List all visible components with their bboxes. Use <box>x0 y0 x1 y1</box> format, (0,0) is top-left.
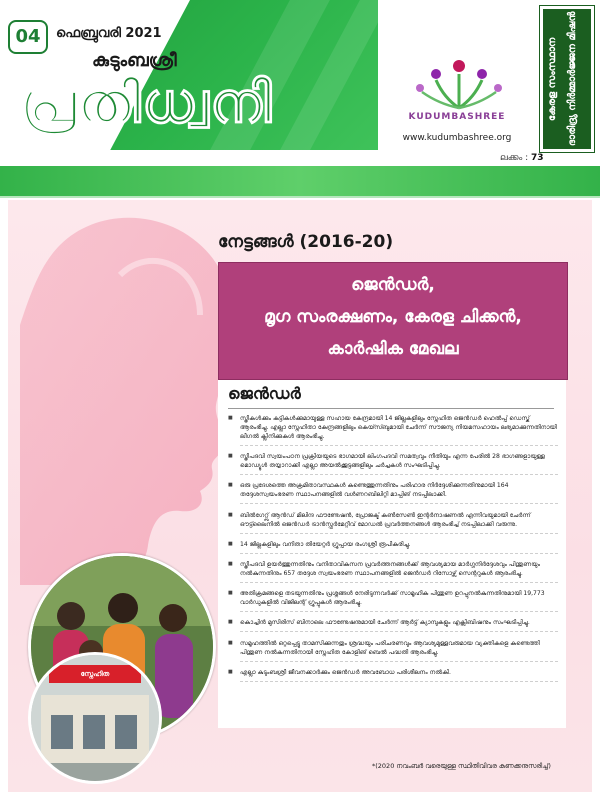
list-item: ■ സമൂഹത്തിൽ ഒറ്റപ്പെട്ടു താമസിക്കുന്നതും ശ്രദ്ധയും പരിചരണവും ആവശ്യമുള്ളവരുമായ വ്യക്തികളെ കണ്ടെത്തി പിന്തുണ നൽകുന്നതിനായി സ്നേഹിത കോളിങ് ബെൽ പദ്ധതി ആരംഭിച്ചു. <box>228 639 558 662</box>
title-line-3: കാർഷിക മേഖല <box>327 339 459 359</box>
list-item: ■ സ്ത്രീകൾക്കും കുട്ടികൾക്കുമായുള്ള സഹായ കേന്ദ്രമായി 14 ജില്ലകളിലും സ്നേഹിത ജെൻഡർ ഹെൽപ്പ് ഡെസ്ക് ആരംഭിച്ചു. എല്ലാ സ്നേഹിതാ കേന്ദ്രങ്ങളിലും കെയ്സ്ബുമായി ചേർന്ന് സൗജന്യ നിയമസഹായം ലഭ്യമാക്കുന്നതിനായി ലീഗൽ ക്ലിനിക്കുകൾ ആരംഭിച്ചു. <box>228 414 558 446</box>
title-line-1: ജെൻഡർ, <box>351 275 435 295</box>
snehitha-office-photo <box>28 652 162 784</box>
heading-rule <box>228 408 554 409</box>
list-item: ■ എല്ലാ കുടുംബശ്രീ ജീവനക്കാർക്കും ജെൻഡർ അവബോധ പരിശീലനം നൽകി. <box>228 668 558 682</box>
list-item: ■ സ്ത്രീപദവി ഉയർത്തുന്നതിനും വനിതാവികസന പ്രവർത്തനങ്ങൾക്ക് ആവശ്യമായ മാർഗ്ഗനിർദ്ദേശവും പിന്തുണയും നൽകുന്നതിനും 657 തദ്ദേശ സ്വയംഭരണ സ്ഥാപനങ്ങളിൽ ജെൻഡർ റിസോഴ്സ് സെന്ററുകൾ ആരംഭിച്ചു. <box>228 560 558 583</box>
title-line-2: മൃഗ സംരക്ഷണം, കേരള ചിക്കൻ, <box>264 307 522 327</box>
list-item: ■ ബിൽഗേറ്റ്സ് ആൻഡ് മിലിന്ദ ഫൗണ്ടേഷൻ, പ്രോജക്ട് കൺസേൺ ഇന്റർനാഷണൽ എന്നിവയുമായി ചേർന്ന് ഔട്ട്‍ലൈനിൽ ജെൻഡർ ട്രാൻസ്ഫർമേറ്റീവ് മോഡൽ പ്രവർത്തനങ്ങൾ ആരംഭിച്ച് നടപ്പിലാക്കി വരുന്നു. <box>228 511 558 534</box>
masthead <box>0 0 378 150</box>
logo-text: KUDUMBASHREE <box>408 112 506 122</box>
list-item: ■ അതിക്രമങ്ങളെ തടയുന്നതിനും പ്രശ്നങ്ങൾ നേരിടുന്നവർക്ക് സാമൂഹിക പിന്തുണ ഉറപ്പുനൽകുന്നതിനുമായി 19,773 വാർഡുകളിൽ വിജിലന്റ് ഗ്രൂപ്പുകൾ ആരംഭിച്ചു. <box>228 589 558 612</box>
issue-date: ഫെബ്രുവരി 2021 <box>56 26 162 41</box>
green-band-line <box>0 196 600 198</box>
content-panel <box>218 380 566 728</box>
list-item: ■ ഒരു പ്രദേശത്തെ അക്രമിതാവസ്ഥകൾ കണ്ടെത്തുന്നതിനും പരിഹാര നിർദ്ദേശിക്കുന്നതിനുമായി 164 തദ്ദേശസ്വയംഭരണ സ്ഥാപനങ്ങളിൽ വൾണറബിലിറ്റി മാപ്പിങ് നടപ്പിലാക്കി. <box>228 481 558 504</box>
article-title-box <box>218 262 568 380</box>
list-item: ■ സ്ത്രീപദവി സ്വയംപഠന പ്രക്രിയയുടെ ഭാഗമായി ലിംഗപദവി സമത്വവും നീതിയും എന്ന പേരിൽ 28 ഭാഗങ്ങളായുള്ള മൊഡ്യൂൾ തയ്യാറാക്കി എല്ലാ അയൽക്കൂട്ടങ്ങളിലും ചർച്ചകൾ സംഘടിപ്പിച്ചു. <box>228 452 558 475</box>
magazine-title: പ്രതിധ്വനി <box>20 71 273 136</box>
achievements-list <box>228 414 558 688</box>
lakkam <box>500 153 544 163</box>
lakkam-value: 73 <box>530 153 544 163</box>
mission-vertical-label <box>540 6 594 152</box>
section-title: നേട്ടങ്ങൾ (2016-20) <box>218 232 394 252</box>
list-item: ■ 14 ജില്ലകളിലും വനിതാ തിയേറ്റർ ഗ്രൂപ്പായ രംഗശ്രീ രൂപീകരിച്ചു. <box>228 540 558 554</box>
footnote: *(2020 നവംബർ വരെയുള്ള സ്ഥിതിവിവര കണക്കനുസരിച്ച്) <box>372 762 551 770</box>
list-item: ■ കൊച്ചിൻ മുസിരിസ് ബിനാലെ ഫൗണ്ടേഷനുമായി ചേർന്ന് ആർട്ട് ക്യാമ്പുകളും എക്സിബിഷനും സംഘടിപ്പിച്ചു. <box>228 618 558 632</box>
vertical-line-1: കേരള സംസ്ഥാന <box>547 37 558 121</box>
website-url: www.kudumbashree.org <box>402 133 512 143</box>
brand-small-title: കുടുംബശ്രീ <box>92 50 177 71</box>
issue-number: 04 <box>8 20 48 54</box>
green-band <box>0 166 600 196</box>
lakkam-label: ലക്കം : <box>500 153 529 163</box>
vertical-line-2: ദാരിദ്ര്യ നിർമ്മാർജ്ജന മിഷൻ <box>567 11 578 147</box>
logo-block <box>378 0 536 150</box>
snehitha-sign: സ്നേഹിത <box>49 665 141 683</box>
content-heading: ജെൻഡർ <box>228 384 301 403</box>
kudumbashree-logo-icon <box>414 58 504 112</box>
